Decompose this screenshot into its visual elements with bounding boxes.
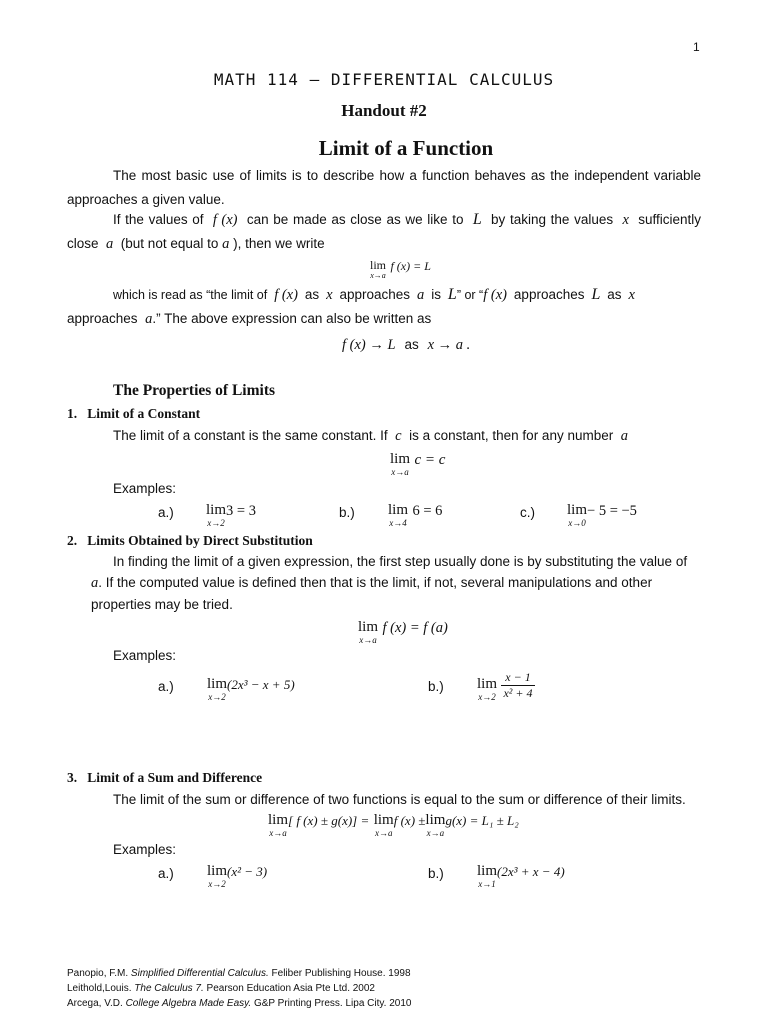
s3-example-b-label: b.) [428, 866, 444, 881]
course-title: MATH 114 – DIFFERENTIAL CALCULUS [213, 70, 555, 89]
arrow-notation-equation: f (x) → L as x → a . [342, 337, 471, 353]
reference-3: Arcega, V.D. College Algebra Made Easy. G&P Printing Press. Lipa City. 2010 [67, 998, 412, 1009]
reference-2: Leithold,Louis. The Calculus 7. Pearson Education Asia Pte Ltd. 2002 [67, 983, 375, 994]
s2-example-a-label: a.) [158, 679, 174, 694]
intro-paragraph: The most basic use of limits is to describe how a function behaves as the independent variable approaches a given value. [67, 168, 701, 207]
handout-label: Handout #2 [341, 101, 427, 120]
s2-example-b: lim x→2 $\frac{x - 1}{\text{x² + 4}}$ [477, 670, 533, 702]
s3-example-a-label: a.) [158, 866, 174, 881]
s1-example-a-label: a.) [158, 505, 174, 520]
s3-example-b: lim x→1 $^{(2x^3 + x - 4)}$ [477, 863, 565, 889]
s1-example-c: lim x→0 − 5 = −5 [567, 502, 637, 528]
reading-sentence-continued: approaches a.” The above expression can also be written as [67, 311, 432, 327]
section-3-heading: 3. Limit of a Sum and Difference [67, 770, 263, 785]
section-1-examples-label: Examples: [113, 481, 177, 496]
constant-limit-equation: lim x→a c = c [390, 451, 446, 477]
section-2-text-line1: In finding the limit of a given expression, the first step usually done is by substituting the value of [113, 554, 688, 569]
properties-heading: The Properties of Limits [113, 382, 276, 399]
s1-example-b-label: b.) [339, 505, 355, 520]
s2-example-b-label: b.) [428, 679, 444, 694]
s3-example-a: lim x→2 $^{(x^2 - 3)}$ [207, 863, 268, 889]
section-3-text: The limit of the sum or difference of two functions is equal to the sum or difference of their limits. [113, 792, 686, 807]
section-2-examples-label: Examples: [113, 648, 177, 663]
section-2-text-line3: properties may be tried. [91, 597, 233, 612]
section-3-examples-label: Examples: [113, 842, 177, 857]
limit-definition-equation: lim x→a $^{f (x) = L}$ [370, 258, 431, 280]
s1-example-b: lim x→4 6 = 6 [388, 502, 443, 528]
s1-example-a: lim x→2 3 = 3 [206, 502, 256, 528]
section-1-heading: 1. Limit of a Constant [67, 406, 201, 421]
definition-paragraph: If the values of f (x) can be made as close as we like to L by taking the values x sufficiently close a (but not equal to a ), then we write [67, 211, 701, 252]
s1-example-c-label: c.) [520, 505, 535, 520]
section-1-text: The limit of a constant is the same constant. If c is a constant, then for any number a [113, 428, 628, 444]
s2-example-a: lim x→2 $^{(2x^3 - x + 5)}$ [207, 676, 295, 702]
page-title: Limit of a Function [318, 136, 494, 160]
reading-sentence: which is read as “the limit of f (x) as x approaches a is L” or “f (x) approaches L as x [113, 286, 635, 303]
reference-1: Panopio, F.M. Simplified Differential Calculus. Feliber Publishing House. 1998 [67, 968, 411, 979]
section-2-text-line2: a. If the computed value is defined then that is the limit, if not, several manipulations and other [91, 575, 653, 591]
page-number: 1 [693, 40, 700, 54]
sum-difference-equation: lim x→a $^{[ f (x) \pm g(x)] =}$ lim x→a $^{f (x) \pm}$ lim x→a $^{g(x) = L_1 \pm L_2}$ [268, 812, 519, 838]
direct-substitution-equation: lim x→a f (x) = f (a) [358, 619, 448, 645]
section-2-heading: 2. Limits Obtained by Direct Substitution [67, 533, 313, 548]
